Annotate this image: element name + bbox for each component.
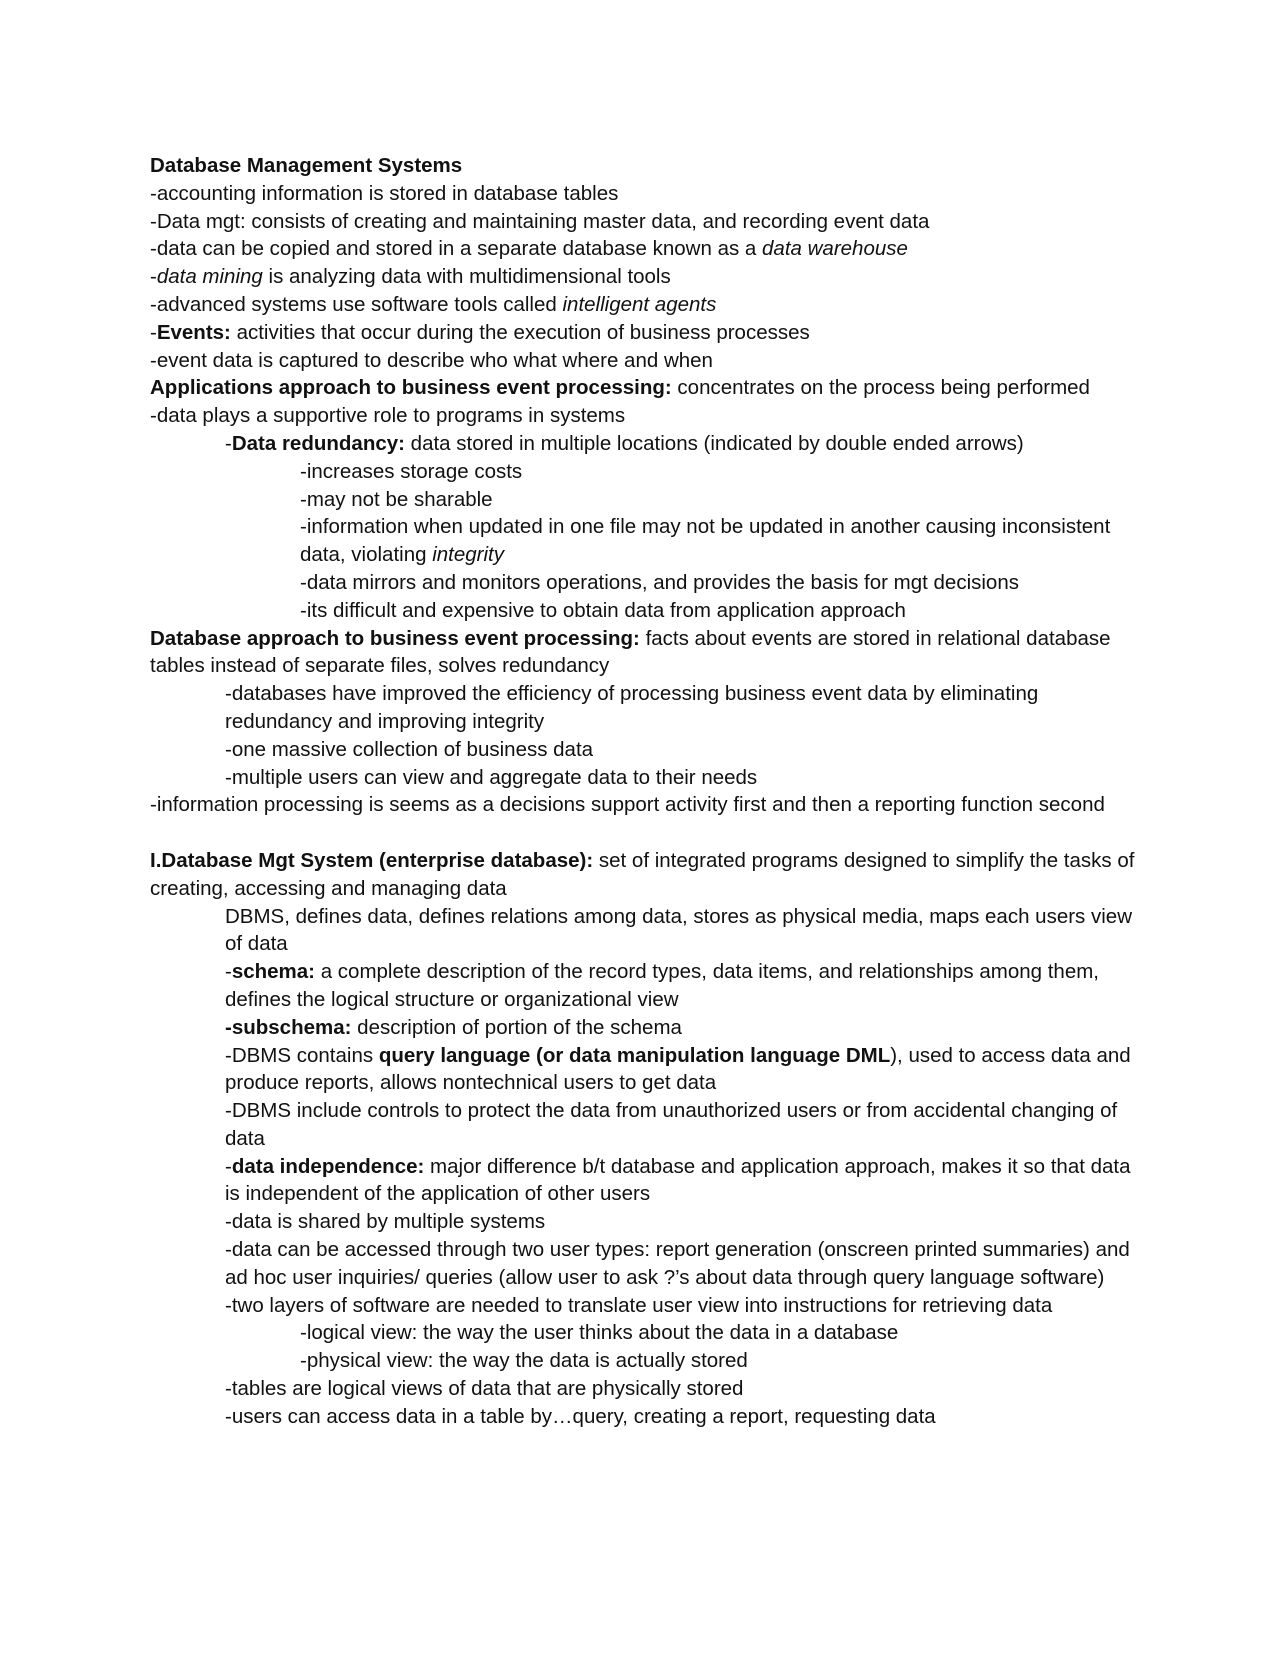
- note-line: -information when updated in one file may not be updated in another causing inconsistent data, violating integrity: [300, 515, 1111, 567]
- section-heading: I.Database Mgt System (enterprise database): set of integrated programs designed to simplify the tasks of creating, accessing and managing data: [150, 848, 1135, 900]
- note-line: -one massive collection of business data: [225, 737, 594, 761]
- note-line: -users can access data in a table by…query, creating a report, requesting data: [225, 1404, 936, 1428]
- note-line: -multiple users can view and aggregate data to their needs: [225, 765, 758, 789]
- note-line: -data mirrors and monitors operations, and provides the basis for mgt decisions: [300, 570, 1019, 594]
- document-page: [150, 152, 1135, 1431]
- note-line: -Events: activities that occur during the execution of business processes: [150, 320, 810, 344]
- note-line: -event data is captured to describe who what where and when: [150, 348, 713, 372]
- note-line: -subschema: description of portion of the schema: [225, 1015, 682, 1039]
- note-line: -physical view: the way the data is actually stored: [300, 1349, 748, 1373]
- section-heading: Database approach to business event processing: facts about events are stored in relational database tables instead of separate files, solves redundancy: [150, 626, 1111, 678]
- note-line: -schema: a complete description of the record types, data items, and relationships among them, defines the logical structure or organizational view: [225, 960, 1099, 1011]
- note-line: -Data redundancy: data stored in multiple locations (indicated by double ended arrows): [225, 431, 1024, 455]
- note-line: -data can be accessed through two user types: report generation (onscreen printed summaries) and ad hoc user inquiries/ queries (allow user to ask ?’s about data through query language software): [225, 1238, 1130, 1289]
- note-line: -data is shared by multiple systems: [225, 1210, 546, 1234]
- note-line: -may not be sharable: [300, 487, 493, 511]
- note-line: -data can be copied and stored in a separate database known as a data warehouse: [150, 237, 908, 261]
- note-line: -accounting information is stored in database tables: [150, 181, 619, 205]
- note-line: DBMS, defines data, defines relations among data, stores as physical media, maps each users view of data: [225, 904, 1133, 956]
- note-line: -DBMS include controls to protect the data from unauthorized users or from accidental changing of data: [225, 1099, 1118, 1150]
- section-heading: Applications approach to business event processing: concentrates on the process being performed: [150, 376, 1090, 400]
- note-line: -tables are logical views of data that are physically stored: [225, 1377, 744, 1401]
- note-line: -data mining is analyzing data with multidimensional tools: [150, 265, 671, 289]
- note-line: -two layers of software are needed to translate user view into instructions for retrieving data: [225, 1293, 1053, 1317]
- note-line: -databases have improved the efficiency of processing business event data by eliminating redundancy and improving integrity: [225, 682, 1039, 733]
- note-line: -advanced systems use software tools called intelligent agents: [150, 292, 717, 316]
- note-line: -data plays a supportive role to programs in systems: [150, 404, 626, 428]
- note-line: -increases storage costs: [300, 459, 523, 483]
- note-line: -Data mgt: consists of creating and maintaining master data, and recording event data: [150, 209, 930, 233]
- blank-line: [150, 819, 1135, 847]
- note-line: -information processing is seems as a decisions support activity first and then a reporting function second: [150, 793, 1105, 817]
- note-line: -data independence: major difference b/t database and application approach, makes it so that data is independent of the application of other users: [225, 1154, 1131, 1206]
- note-line: -its difficult and expensive to obtain data from application approach: [300, 598, 906, 622]
- doc-title: Database Management Systems: [150, 154, 463, 177]
- note-line: -DBMS contains query language (or data manipulation language DML), used to access data and produce reports, allows nontechnical users to get data: [225, 1043, 1131, 1095]
- note-line: -logical view: the way the user thinks about the data in a database: [300, 1321, 899, 1345]
